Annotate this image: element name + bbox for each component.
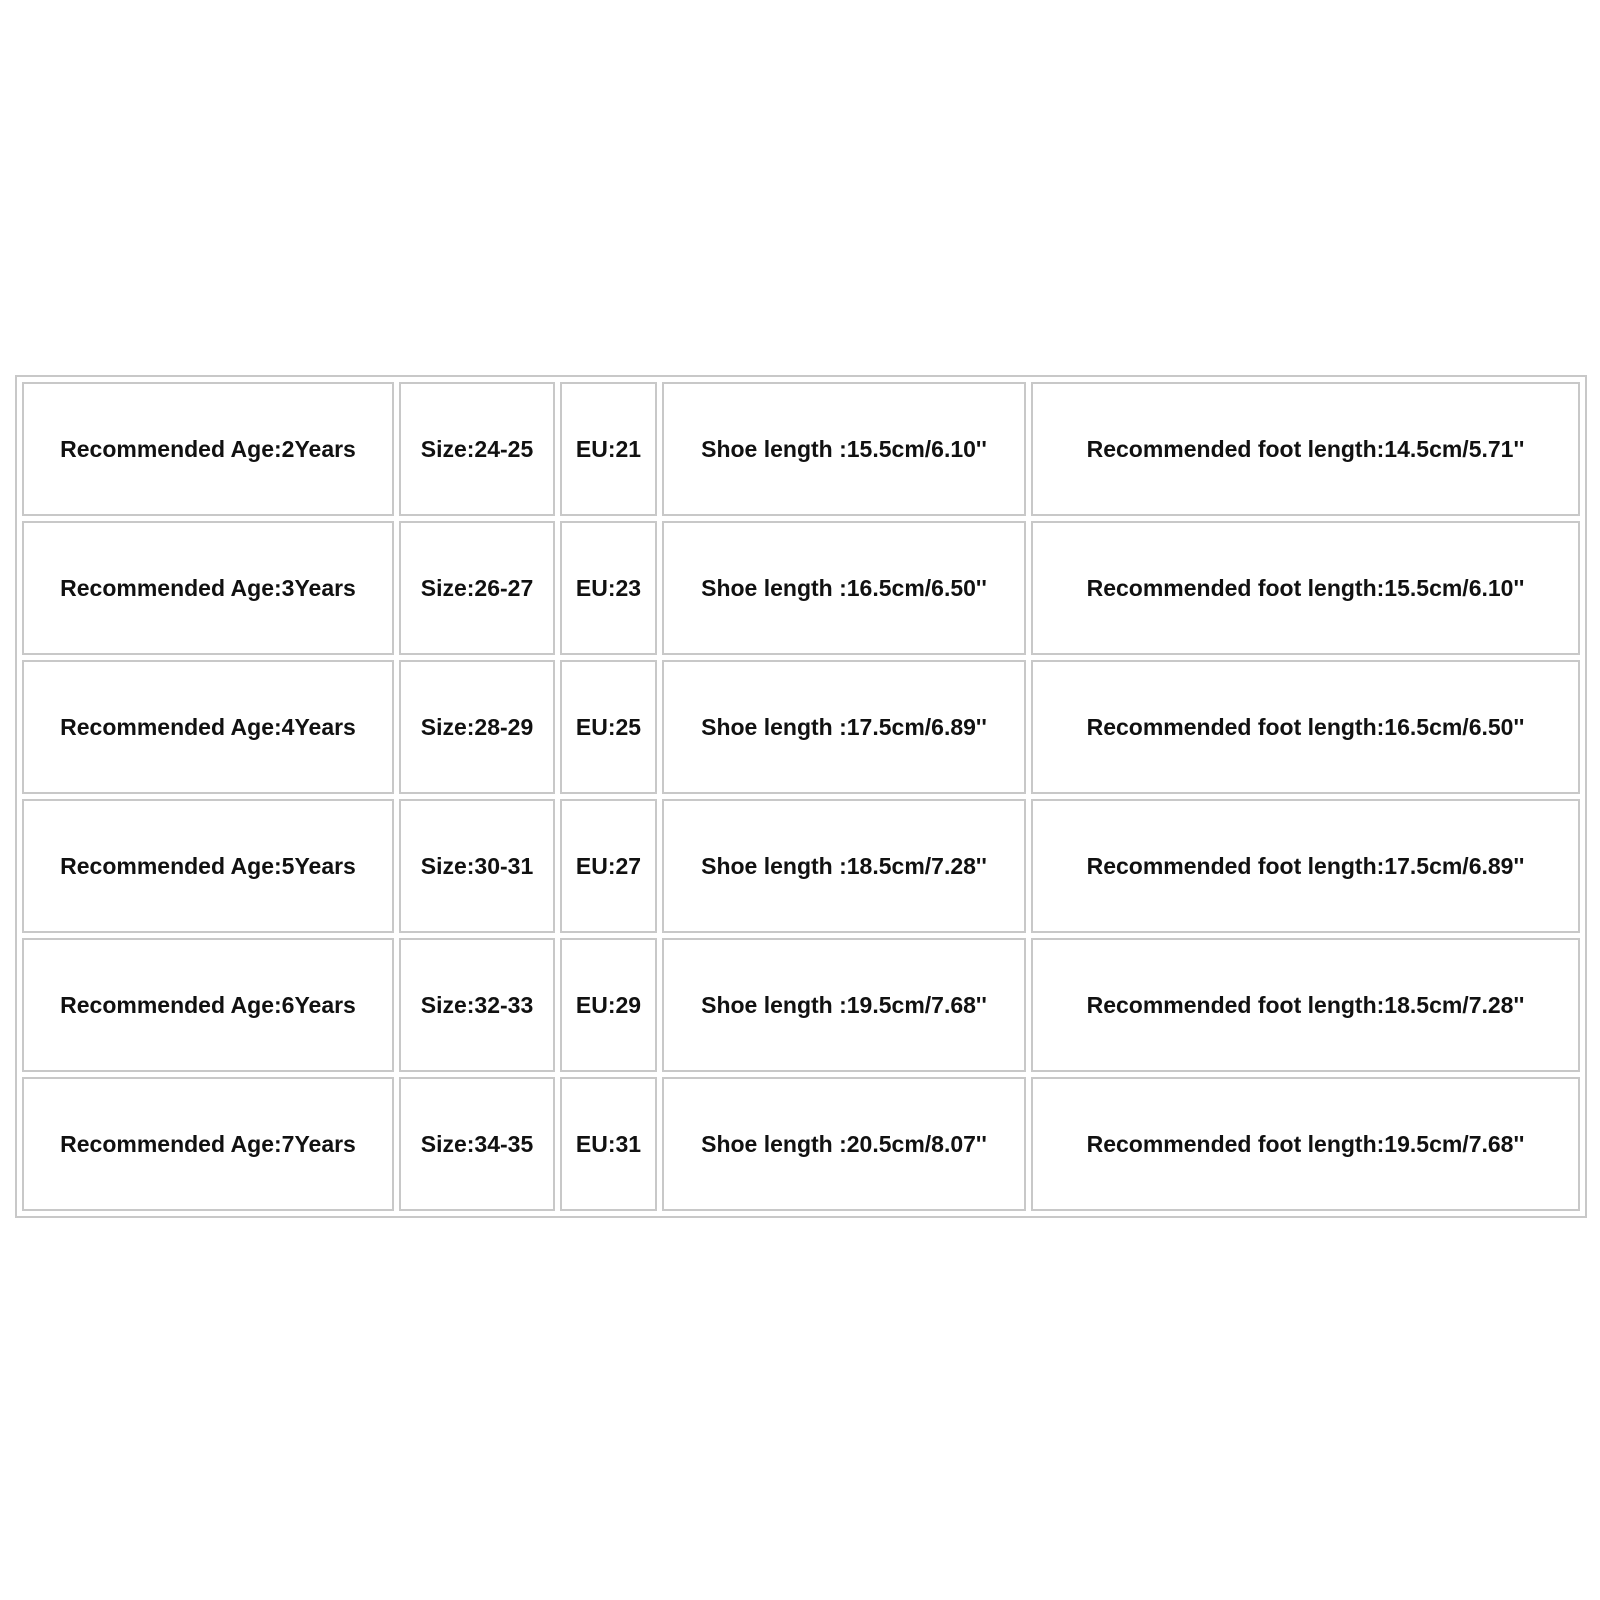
size-chart-table bbox=[15, 375, 1587, 1218]
size-cell: Size:30-31 bbox=[399, 799, 555, 933]
shoe-length-cell: Shoe length :20.5cm/8.07'' bbox=[662, 1077, 1026, 1211]
shoe-length-cell: Shoe length :18.5cm/7.28'' bbox=[662, 799, 1026, 933]
age-cell: Recommended Age:5Years bbox=[22, 799, 394, 933]
size-cell: Size:32-33 bbox=[399, 938, 555, 1072]
eu-size-cell: EU:23 bbox=[560, 521, 657, 655]
age-cell: Recommended Age:4Years bbox=[22, 660, 394, 794]
table-row bbox=[22, 1077, 1580, 1211]
size-cell: Size:24-25 bbox=[399, 382, 555, 516]
eu-size-cell: EU:27 bbox=[560, 799, 657, 933]
foot-length-cell: Recommended foot length:14.5cm/5.71'' bbox=[1031, 382, 1580, 516]
eu-size-cell: EU:29 bbox=[560, 938, 657, 1072]
foot-length-cell: Recommended foot length:16.5cm/6.50'' bbox=[1031, 660, 1580, 794]
table-row bbox=[22, 660, 1580, 794]
foot-length-cell: Recommended foot length:18.5cm/7.28'' bbox=[1031, 938, 1580, 1072]
shoe-length-cell: Shoe length :17.5cm/6.89'' bbox=[662, 660, 1026, 794]
foot-length-cell: Recommended foot length:19.5cm/7.68'' bbox=[1031, 1077, 1580, 1211]
foot-length-cell: Recommended foot length:15.5cm/6.10'' bbox=[1031, 521, 1580, 655]
eu-size-cell: EU:25 bbox=[560, 660, 657, 794]
table-row bbox=[22, 799, 1580, 933]
table-row bbox=[22, 382, 1580, 516]
size-cell: Size:26-27 bbox=[399, 521, 555, 655]
age-cell: Recommended Age:3Years bbox=[22, 521, 394, 655]
age-cell: Recommended Age:7Years bbox=[22, 1077, 394, 1211]
foot-length-cell: Recommended foot length:17.5cm/6.89'' bbox=[1031, 799, 1580, 933]
age-cell: Recommended Age:6Years bbox=[22, 938, 394, 1072]
table-row bbox=[22, 521, 1580, 655]
size-cell: Size:28-29 bbox=[399, 660, 555, 794]
shoe-length-cell: Shoe length :16.5cm/6.50'' bbox=[662, 521, 1026, 655]
size-cell: Size:34-35 bbox=[399, 1077, 555, 1211]
shoe-length-cell: Shoe length :15.5cm/6.10'' bbox=[662, 382, 1026, 516]
size-chart-body bbox=[22, 382, 1580, 1211]
shoe-length-cell: Shoe length :19.5cm/7.68'' bbox=[662, 938, 1026, 1072]
age-cell: Recommended Age:2Years bbox=[22, 382, 394, 516]
eu-size-cell: EU:21 bbox=[560, 382, 657, 516]
table-row bbox=[22, 938, 1580, 1072]
eu-size-cell: EU:31 bbox=[560, 1077, 657, 1211]
